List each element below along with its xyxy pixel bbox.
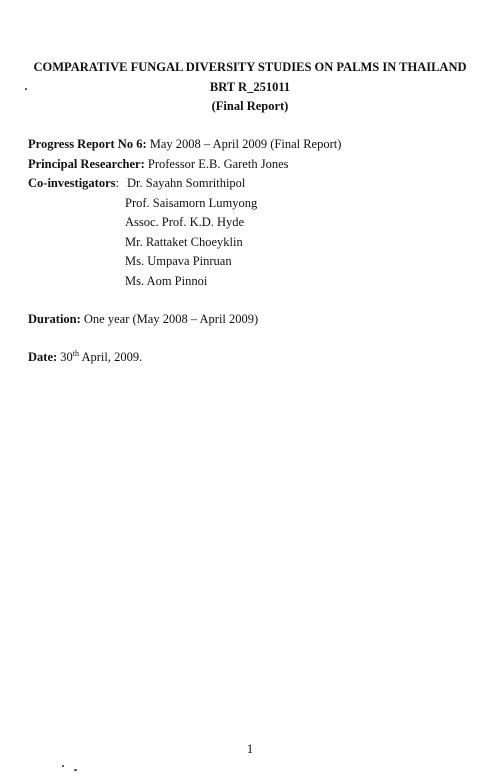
date-label: Date: xyxy=(28,350,58,364)
date-rest: April, 2009. xyxy=(81,350,143,364)
co-investigator-2: Prof. Saisamorn Lumyong xyxy=(125,196,258,210)
co-investigator-5: Ms. Umpava Pinruan xyxy=(125,254,232,268)
co-investigators-colon: : xyxy=(115,176,119,190)
co-investigators-label: Co-investigators xyxy=(28,176,116,190)
principal-researcher-label: Principal Researcher: xyxy=(28,157,145,171)
date-row xyxy=(28,350,142,365)
date-day-suffix: th xyxy=(72,348,80,358)
scan-speck xyxy=(62,765,64,767)
scan-speck xyxy=(74,769,77,771)
principal-researcher-value: Professor E.B. Gareth Jones xyxy=(147,157,289,171)
page-number: 1 xyxy=(246,742,254,756)
scan-speck xyxy=(25,88,27,90)
duration-row xyxy=(28,312,258,327)
progress-report-row xyxy=(28,137,341,152)
date-day: 30 xyxy=(60,350,73,364)
co-investigator-1: Dr. Sayahn Somrithipol xyxy=(127,176,246,190)
report-code: BRT R_251011 xyxy=(209,80,291,94)
report-title: COMPARATIVE FUNGAL DIVERSITY STUDIES ON PALMS IN THAILAND xyxy=(33,60,467,74)
progress-report-value: May 2008 – April 2009 (Final Report) xyxy=(149,137,342,151)
duration-label: Duration: xyxy=(28,312,81,326)
co-investigators-label-row xyxy=(28,176,119,191)
co-investigator-3: Assoc. Prof. K.D. Hyde xyxy=(125,215,245,229)
co-investigator-6: Ms. Aom Pinnoi xyxy=(125,274,208,288)
co-investigator-4: Mr. Rattaket Choeyklin xyxy=(125,235,243,249)
report-type: (Final Report) xyxy=(211,99,289,113)
duration-value: One year (May 2008 – April 2009) xyxy=(83,312,259,326)
principal-researcher-row xyxy=(28,157,288,172)
progress-report-label: Progress Report No 6: xyxy=(28,137,147,151)
